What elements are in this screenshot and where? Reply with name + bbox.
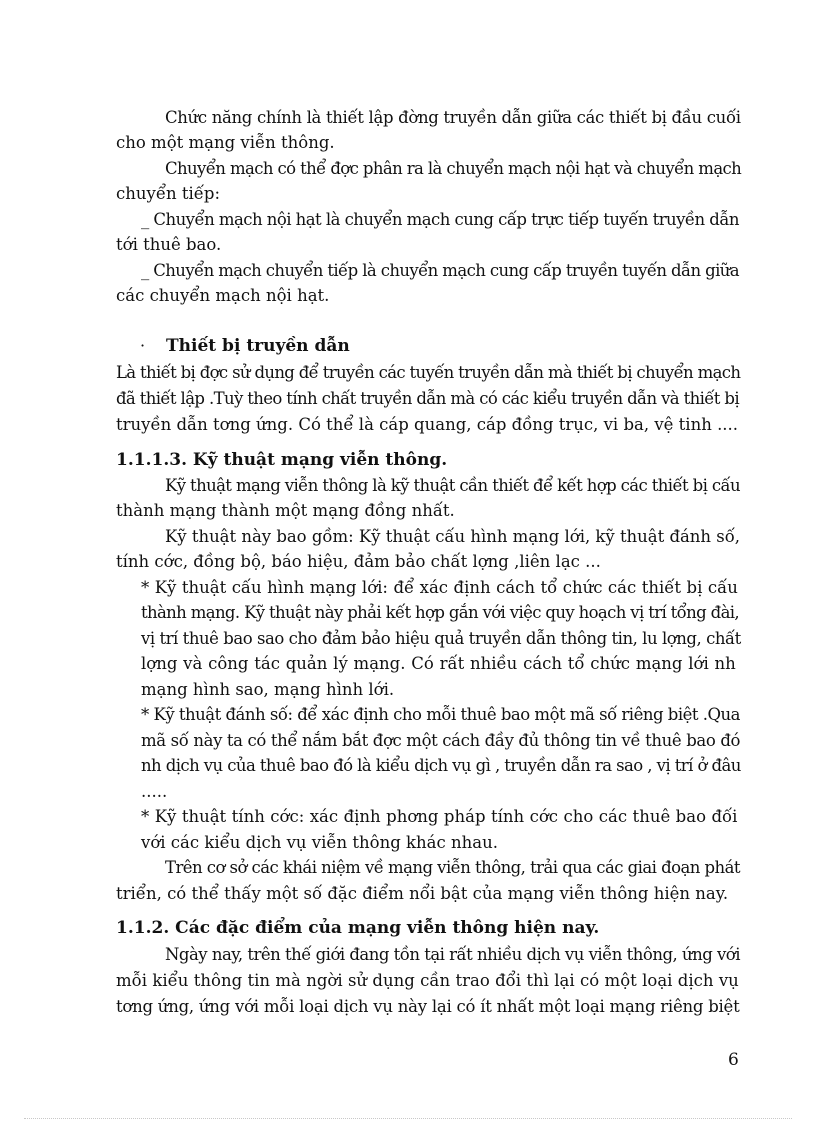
text-line: Chuyển mạch có thể đợc phân ra là chuyển mạch nội hạt và chuyển mạch <box>165 159 742 178</box>
list-item: * Kỹ thuật tính cớc: xác định phơng pháp tính cớc cho các thuê bao đối <box>141 807 738 826</box>
text-line: mã số này ta có thể nắm bắt đợc một cách đầy đủ thông tin về thuê bao đó <box>141 731 741 750</box>
text-line: thành mạng. Kỹ thuật này phải kết hợp gắn với việc quy hoạch vị trí tổng đài, <box>141 603 739 622</box>
text-line: lợng và công tác quản lý mạng. Có rất nhiều cách tổ chức mạng lới nh <box>141 654 736 673</box>
text-line: mỗi kiểu thông tin mà ngời sử dụng cần trao đổi thì lại có một loại dịch vụ <box>116 971 739 990</box>
text-line: Trên cơ sở các khái niệm về mạng viễn thông, trải qua các giai đoạn phát <box>165 858 740 877</box>
text-line: _ Chuyển mạch nội hạt là chuyển mạch cung cấp trực tiếp tuyến truyền dẫn <box>141 210 739 229</box>
text-line: Chức năng chính là thiết lập đờng truyền dẫn giữa các thiết bị đầu cuối <box>165 108 741 127</box>
text-line: thành mạng thành một mạng đồng nhất. <box>116 501 455 520</box>
text-line: cho một mạng viễn thông. <box>116 133 335 152</box>
text-line: nh dịch vụ của thuê bao đó là kiểu dịch vụ gì , truyền dẫn ra sao , vị trí ở đâu <box>141 756 741 775</box>
text-line: ..... <box>141 782 168 801</box>
section-heading: 1.1.1.3. Kỹ thuật mạng viễn thông. <box>116 450 448 470</box>
list-item: * Kỹ thuật cấu hình mạng lới: để xác định cách tổ chức các thiết bị cấu <box>141 578 738 597</box>
text-line: Kỹ thuật mạng viễn thông là kỹ thuật cần thiết để kết hợp các thiết bị cấu <box>165 476 740 495</box>
text-line: Ngày nay, trên thế giới đang tồn tại rất nhiều dịch vụ viễn thông, ứng với <box>165 945 740 964</box>
text-line: mạng hình sao, mạng hình lới. <box>141 680 395 699</box>
text-line: tính cớc, đồng bộ, báo hiệu, đảm bảo chất lợng ,liên lạc ... <box>116 552 601 571</box>
list-item: * Kỹ thuật đánh số: để xác định cho mỗi thuê bao một mã số riêng biệt .Qua <box>141 705 740 724</box>
text-line: tơng ứng, ứng với mỗi loại dịch vụ này lại có ít nhất một loại mạng riêng biệt <box>116 997 740 1016</box>
text-line: với các kiểu dịch vụ viễn thông khác nhau. <box>141 833 498 852</box>
text-line: Kỹ thuật này bao gồm: Kỹ thuật cấu hình mạng lới, kỹ thuật đánh số, <box>165 527 741 546</box>
bullet-heading: Thiết bị truyền dẫn <box>166 336 350 356</box>
text-line: đã thiết lập .Tuỳ theo tính chất truyền dẫn mà có các kiểu truyền dẫn và thiết bị <box>116 389 739 408</box>
text-line: Là thiết bị đợc sử dụng để truyền các tuyến truyền dẫn mà thiết bị chuyển mạch <box>116 363 741 382</box>
footer-divider <box>24 1118 792 1119</box>
text-line: _ Chuyển mạch chuyển tiếp là chuyển mạch cung cấp truyền tuyến dẫn giữa <box>141 261 739 280</box>
page-number: 6 <box>728 1050 739 1070</box>
text-line: triển, có thể thấy một số đặc điểm nổi bật của mạng viễn thông hiện nay. <box>116 884 729 903</box>
text-line: chuyển tiếp: <box>116 184 221 203</box>
section-heading: 1.1.2. Các đặc điểm của mạng viễn thông hiện nay. <box>116 918 600 938</box>
bullet-dot-icon: · <box>140 336 146 355</box>
text-line: tới thuê bao. <box>116 235 222 254</box>
text-line: truyền dẫn tơng ứng. Có thể là cáp quang, cáp đồng trục, vi ba, vệ tinh .... <box>116 415 739 434</box>
text-line: các chuyển mạch nội hạt. <box>116 286 330 305</box>
text-line: vị trí thuê bao sao cho đảm bảo hiệu quả truyền dẫn thông tin, lu lợng, chất <box>141 629 741 648</box>
